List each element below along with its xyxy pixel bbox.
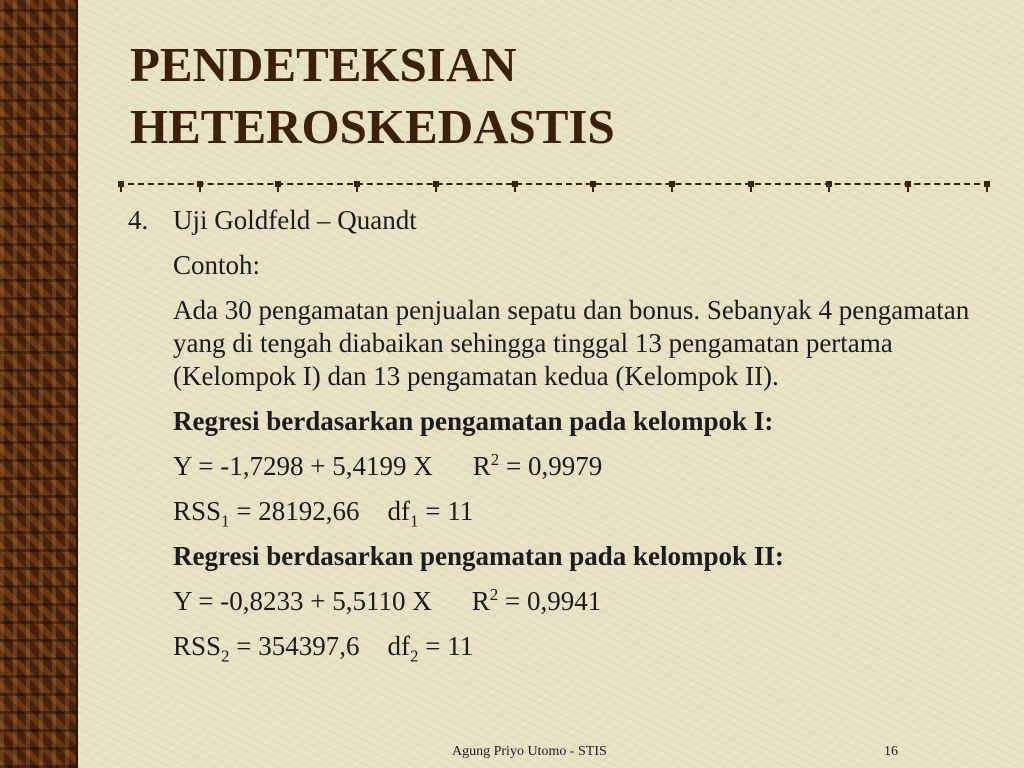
group1-df-value: = 11 [418,496,474,526]
title-divider [118,176,990,192]
group2-df-value: = 11 [418,631,474,661]
title-line-1: PENDETEKSIAN [130,37,517,92]
group1-r2-superscript: 2 [490,450,500,469]
group1-rss-label: RSS [173,496,222,526]
footer-page-number: 16 [884,744,898,759]
group2-r2-label: R [471,586,490,616]
divider-dashed-line [118,183,990,185]
group1-equation: Y = -1,7298 + 5,4199 X [173,451,433,481]
divider-marker [826,181,832,187]
title-line-2: HETEROSKEDASTIS [130,99,615,154]
group2-rss-subscript: 2 [221,646,230,666]
divider-marker [590,181,596,187]
group2-df-subscript: 2 [410,646,419,666]
group2-rss-row [173,630,998,666]
divider-marker [118,181,124,187]
group1-rss-value: = 28192,66 [229,496,360,526]
group1-df-subscript: 1 [410,511,419,531]
group2-df-label: df [387,631,411,661]
divider-marker [669,181,675,187]
group1-rss-row [173,495,998,531]
footer-author: Agung Priyo Utomo - STIS [452,744,607,759]
divider-marker [275,181,281,187]
group1-rss-subscript: 1 [221,511,230,531]
divider-marker [905,181,911,187]
divider-marker [433,181,439,187]
example-label: Contoh: [173,250,261,280]
group2-r2-value: = 0,9941 [498,586,602,616]
group2-equation-row [173,585,998,618]
group1-r2-label: R [472,451,491,481]
group2-heading: Regresi berdasarkan pengamatan pada kelompok II: [173,541,784,571]
decorative-side-strip [0,0,76,768]
group2-equation: Y = -0,8233 + 5,5110 X [173,586,432,616]
group1-equation-row [173,450,998,483]
example-description: Ada 30 pengamatan penjualan sepatu dan bonus. Sebanyak 4 pengamatan yang di tengah diabaikan sehingga tinggal 13 pengamatan pertama (Kelompok I) dan 13 pengamatan kedua (Kelompok II). [173,295,970,391]
divider-marker [984,181,990,187]
group1-heading: Regresi berdasarkan pengamatan pada kelompok I: [173,406,774,436]
group2-r2-superscript: 2 [489,585,499,604]
divider-marker [512,181,518,187]
divider-marker [197,181,203,187]
list-item-number: 4. [128,205,149,235]
list-item-heading [128,204,998,237]
divider-marker [748,181,754,187]
group1-r2-value: = 0,9979 [499,451,603,481]
slide-content [128,204,998,666]
group1-df-label: df [387,496,411,526]
slide-title [130,34,990,158]
divider-marker [354,181,360,187]
group2-rss-label: RSS [173,631,222,661]
list-item-title: Uji Goldfeld – Quandt [173,205,417,235]
group2-rss-value: = 354397,6 [229,631,360,661]
